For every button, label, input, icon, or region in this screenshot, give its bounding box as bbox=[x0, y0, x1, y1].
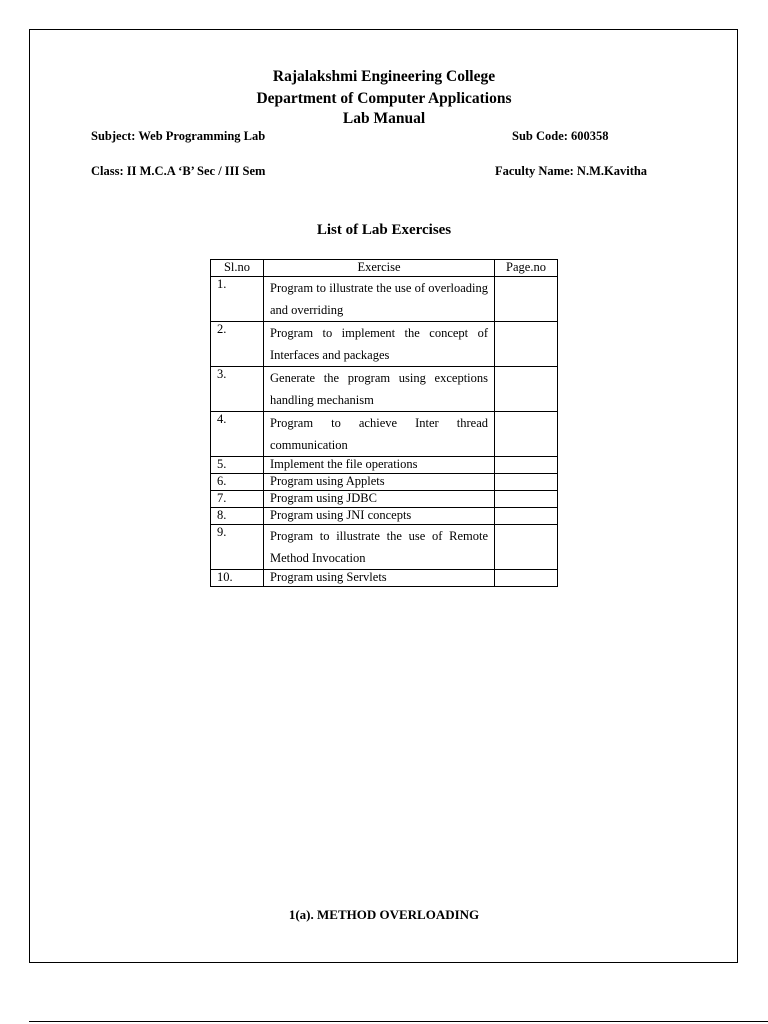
row-exercise: Program using JDBC bbox=[264, 491, 495, 508]
row-pageno bbox=[495, 457, 558, 474]
row-pageno bbox=[495, 508, 558, 525]
header-slno: Sl.no bbox=[211, 260, 264, 277]
row-exercise: Program to achieve Inter thread communication bbox=[264, 412, 495, 457]
table-row bbox=[211, 412, 558, 457]
row-pageno bbox=[495, 474, 558, 491]
class-label: Class: II M.C.A ‘B’ Sec / III Sem bbox=[91, 164, 266, 178]
row-exercise: Generate the program using exceptions handling mechanism bbox=[264, 367, 495, 412]
row-pageno bbox=[495, 525, 558, 570]
row-slno: 7. bbox=[211, 491, 264, 508]
row-pageno bbox=[495, 367, 558, 412]
row-slno: 3. bbox=[211, 367, 264, 412]
row-slno: 10. bbox=[211, 570, 264, 587]
row-exercise: Program using JNI concepts bbox=[264, 508, 495, 525]
sub-code-label: Sub Code: 600358 bbox=[512, 129, 609, 143]
row-exercise: Program using Applets bbox=[264, 474, 495, 491]
row-exercise: Program to illustrate the use of overloading and overriding bbox=[264, 277, 495, 322]
section-heading: 1(a). METHOD OVERLOADING bbox=[288, 907, 480, 922]
table-row bbox=[211, 457, 558, 474]
document-type: Lab Manual bbox=[342, 110, 426, 127]
row-exercise: Program using Servlets bbox=[264, 570, 495, 587]
table-row bbox=[211, 474, 558, 491]
next-page-border bbox=[29, 1021, 768, 1022]
row-exercise: Implement the file operations bbox=[264, 457, 495, 474]
table-row bbox=[211, 491, 558, 508]
row-pageno bbox=[495, 491, 558, 508]
row-pageno bbox=[495, 322, 558, 367]
table-row bbox=[211, 570, 558, 587]
row-slno: 6. bbox=[211, 474, 264, 491]
table-row bbox=[211, 277, 558, 322]
row-slno: 4. bbox=[211, 412, 264, 457]
row-pageno bbox=[495, 412, 558, 457]
row-pageno bbox=[495, 570, 558, 587]
row-pageno bbox=[495, 277, 558, 322]
exercise-table bbox=[210, 259, 558, 587]
table-row bbox=[211, 322, 558, 367]
list-title: List of Lab Exercises bbox=[316, 222, 452, 238]
row-slno: 2. bbox=[211, 322, 264, 367]
table-row bbox=[211, 508, 558, 525]
header-pageno: Page.no bbox=[495, 260, 558, 277]
row-slno: 1. bbox=[211, 277, 264, 322]
faculty-label: Faculty Name: N.M.Kavitha bbox=[495, 164, 648, 178]
department-name: Department of Computer Applications bbox=[256, 90, 512, 107]
header-exercise: Exercise bbox=[264, 260, 495, 277]
row-exercise: Program to implement the concept of Interfaces and packages bbox=[264, 322, 495, 367]
row-slno: 8. bbox=[211, 508, 264, 525]
subject-label: Subject: Web Programming Lab bbox=[91, 129, 266, 143]
table-row bbox=[211, 367, 558, 412]
row-slno: 5. bbox=[211, 457, 264, 474]
table-header-row bbox=[211, 260, 558, 277]
row-slno: 9. bbox=[211, 525, 264, 570]
table-row bbox=[211, 525, 558, 570]
row-exercise: Program to illustrate the use of Remote Method Invocation bbox=[264, 525, 495, 570]
college-name: Rajalakshmi Engineering College bbox=[272, 68, 496, 85]
